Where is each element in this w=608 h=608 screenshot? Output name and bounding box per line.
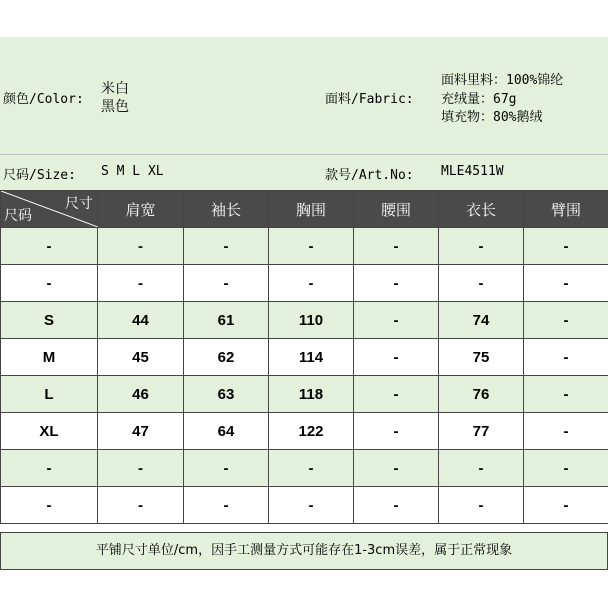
measurement-table bbox=[0, 190, 608, 524]
value-cell: 122 bbox=[269, 413, 354, 450]
value-cell: 44 bbox=[98, 302, 184, 339]
size-cell: L bbox=[1, 376, 98, 413]
value-cell: - bbox=[184, 265, 269, 302]
value-cell: - bbox=[269, 487, 354, 524]
value-cell: 77 bbox=[439, 413, 524, 450]
table-row bbox=[1, 376, 608, 413]
value-cell: 61 bbox=[184, 302, 269, 339]
table-row bbox=[1, 228, 608, 265]
value-cell: - bbox=[98, 450, 184, 487]
size-cell: S bbox=[1, 302, 98, 339]
corner-top-label: 尺寸 bbox=[65, 196, 93, 212]
value-cell: 114 bbox=[269, 339, 354, 376]
table-row bbox=[1, 487, 608, 524]
value-cell: - bbox=[354, 339, 439, 376]
value-cell: - bbox=[524, 413, 608, 450]
value-cell: 62 bbox=[184, 339, 269, 376]
value-cell: - bbox=[354, 265, 439, 302]
value-cell: - bbox=[354, 450, 439, 487]
table-header-row bbox=[1, 191, 608, 228]
table-row bbox=[1, 265, 608, 302]
fabric-line-2: 充绒量：67g bbox=[441, 92, 517, 107]
value-cell: - bbox=[98, 228, 184, 265]
value-cell: 75 bbox=[439, 339, 524, 376]
fabric-line-3: 填充物：80%鹅绒 bbox=[441, 110, 543, 125]
size-cell: M bbox=[1, 339, 98, 376]
size-chart bbox=[0, 37, 608, 570]
fabric-label: 面料/Fabric: bbox=[325, 92, 414, 107]
header-chest: 胸围 bbox=[269, 191, 354, 228]
value-cell: - bbox=[354, 228, 439, 265]
value-cell: - bbox=[439, 487, 524, 524]
value-cell: 76 bbox=[439, 376, 524, 413]
header-shoulder: 肩宽 bbox=[98, 191, 184, 228]
table-row bbox=[1, 413, 608, 450]
value-cell: 63 bbox=[184, 376, 269, 413]
value-cell: 64 bbox=[184, 413, 269, 450]
color-label: 颜色/Color: bbox=[3, 92, 84, 107]
size-cell: - bbox=[1, 487, 98, 524]
value-cell: 45 bbox=[98, 339, 184, 376]
fabric-line-1: 面料里料：100%锦纶 bbox=[441, 73, 564, 88]
value-cell: - bbox=[439, 450, 524, 487]
size-cell: - bbox=[1, 450, 98, 487]
value-cell: - bbox=[354, 413, 439, 450]
value-cell: - bbox=[524, 265, 608, 302]
value-cell: - bbox=[354, 302, 439, 339]
value-cell: - bbox=[354, 487, 439, 524]
value-cell: 118 bbox=[269, 376, 354, 413]
value-cell: - bbox=[269, 450, 354, 487]
value-cell: - bbox=[269, 228, 354, 265]
value-cell: 47 bbox=[98, 413, 184, 450]
info-divider bbox=[0, 154, 608, 155]
value-cell: - bbox=[184, 450, 269, 487]
measurement-note: 平铺尺寸单位/cm，因手工测量方式可能存在1-3cm误差，属于正常现象 bbox=[0, 532, 608, 570]
art-no-value: MLE4511W bbox=[441, 164, 504, 179]
value-cell: - bbox=[439, 228, 524, 265]
header-sleeve: 袖长 bbox=[184, 191, 269, 228]
value-cell: - bbox=[524, 487, 608, 524]
value-cell: - bbox=[524, 228, 608, 265]
size-cell: - bbox=[1, 228, 98, 265]
value-cell: - bbox=[98, 265, 184, 302]
value-cell: - bbox=[184, 487, 269, 524]
value-cell: - bbox=[524, 302, 608, 339]
value-cell: - bbox=[184, 228, 269, 265]
value-cell: 74 bbox=[439, 302, 524, 339]
product-info-panel bbox=[0, 37, 608, 190]
color-option-1: 米白 bbox=[101, 81, 129, 97]
size-cell: XL bbox=[1, 413, 98, 450]
header-arm: 臂围 bbox=[524, 191, 608, 228]
size-list: S M L XL bbox=[101, 164, 164, 179]
value-cell: 110 bbox=[269, 302, 354, 339]
value-cell: - bbox=[524, 339, 608, 376]
header-length: 衣长 bbox=[439, 191, 524, 228]
color-option-2: 黑色 bbox=[101, 99, 129, 115]
value-cell: 46 bbox=[98, 376, 184, 413]
size-label: 尺码/Size: bbox=[3, 168, 76, 183]
value-cell: - bbox=[354, 376, 439, 413]
corner-bottom-label: 尺码 bbox=[4, 208, 32, 224]
art-no-label: 款号/Art.No: bbox=[325, 168, 414, 183]
table-row bbox=[1, 302, 608, 339]
value-cell: - bbox=[439, 265, 524, 302]
value-cell: - bbox=[524, 376, 608, 413]
value-cell: - bbox=[269, 265, 354, 302]
table-row bbox=[1, 339, 608, 376]
value-cell: - bbox=[524, 450, 608, 487]
value-cell: - bbox=[98, 487, 184, 524]
table-row bbox=[1, 450, 608, 487]
size-cell: - bbox=[1, 265, 98, 302]
corner-header bbox=[1, 191, 98, 228]
header-waist: 腰围 bbox=[354, 191, 439, 228]
